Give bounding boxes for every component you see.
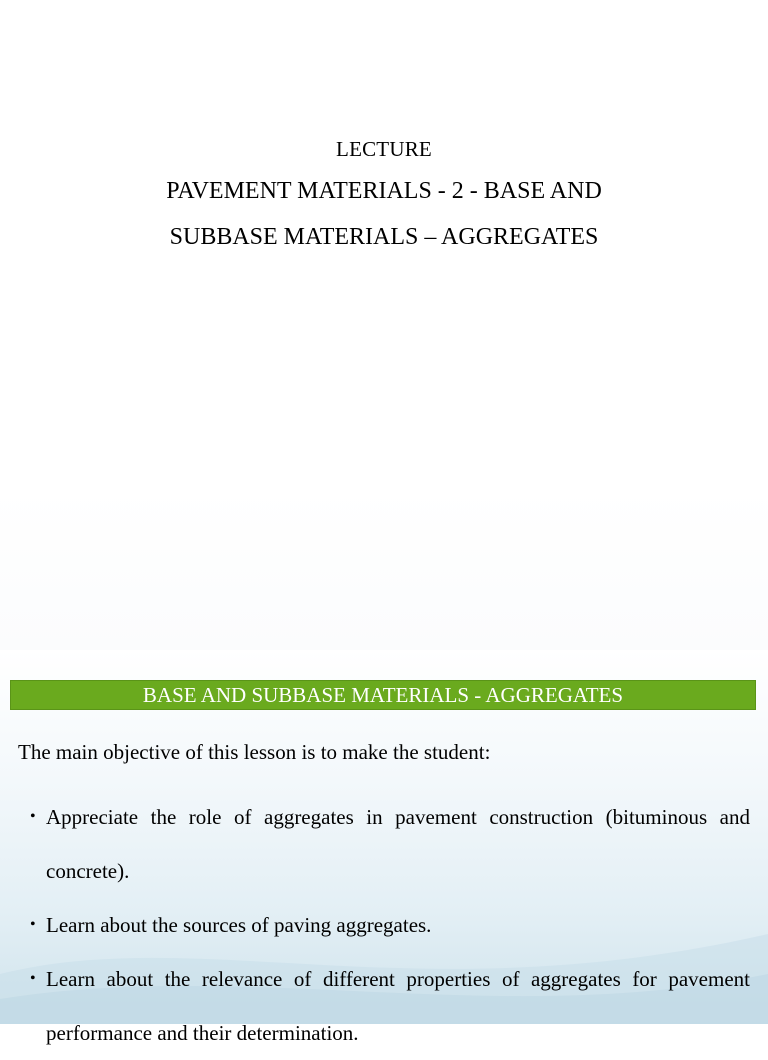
objective-text: Learn about the sources of paving aggregates. [46,913,432,937]
lecture-title-line-1: PAVEMENT MATERIALS - 2 - BASE AND [166,178,602,204]
bullet-icon: • [30,916,36,933]
lecture-title-line-2: SUBBASE MATERIALS – AGGREGATES [169,224,599,250]
objectives-slide [0,650,768,1045]
list-item [30,898,750,952]
bullet-icon: • [30,808,36,825]
list-item [30,790,750,898]
objective-text: Appreciate the role of aggregates in pavement construction (bituminous and concrete). [46,805,750,883]
objectives-list [30,790,750,1060]
bullet-icon: • [30,970,36,987]
objectives-intro: The main objective of this lesson is to make the student: [18,740,491,764]
lecture-label: LECTURE [336,137,432,161]
objective-text: Learn about the relevance of different properties of aggregates for pavement performance and their determination. [46,967,750,1045]
list-item [30,952,750,1060]
section-header-bar: BASE AND SUBBASE MATERIALS - AGGREGATES [10,680,756,710]
